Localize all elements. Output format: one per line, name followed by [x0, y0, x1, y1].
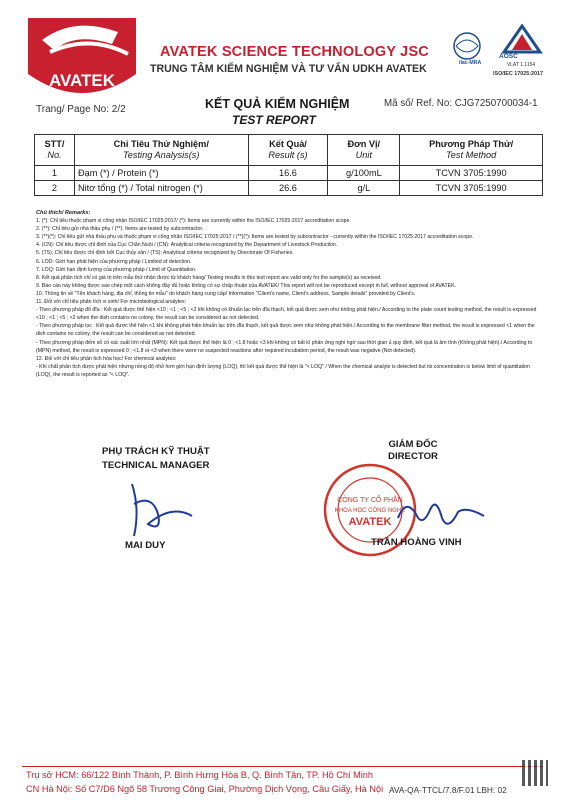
- table-row: [35, 166, 543, 181]
- remark-line: - Theo phương pháp đếm số có xác suất lớn nhất (MPN): Kết quả được thể hiện là 0 ; <1.8 hoặc <3 khi không có bất kì phản ứng nghi ngờ sau thời gian ủ quy định, kết quả là âm tính (Không phát hiện)./ According to (MPN) method, the result is expressed 0 ; <1.8 or <3 when there were no suspected reactions after required incubation period, the result was negative (Not detected).: [36, 339, 533, 354]
- remark-line: 7. LOQ: Giới hạn định lượng của phương pháp / Limit of Quantitation.: [36, 266, 197, 273]
- cell-no: 1: [35, 166, 75, 181]
- report-title-en: TEST REPORT: [232, 113, 316, 127]
- remark-line: 2. (**): Chỉ tiêu gửi nhà thầu phụ / (**): Items are tested by subcontractor.: [36, 226, 204, 233]
- cell-method: TCVN 3705:1990: [400, 166, 543, 181]
- cell-analysis: Đạm (*) / Protein (*): [74, 166, 248, 181]
- remarks-section: [36, 209, 544, 379]
- remark-line: 6. LOD: Giới hạn phát hiện của phương pháp / Limited of detection.: [36, 258, 192, 265]
- director-name: TRẦN HOÀNG VINH: [371, 537, 462, 548]
- header-no: STT/ No.: [35, 135, 75, 166]
- aosc-vlat: VLAT 1.1154: [506, 62, 536, 68]
- remark-line: - Theo phương pháp đổ đĩa : Kết quả được thể hiện <10 ; <1 ; <5 ; <2 khi không có khuẩn lạc trên đĩa thạch, kết quả được xem như không phát hiện./ According to the plate count testing method, the result is expressed <10 ; <1 ; <5 ; <2 when the dish contains no colony, the result can be considered as not detected.: [36, 307, 537, 322]
- reference-number: Mã số/ Ref. No: CJG7250700034-1: [384, 98, 538, 109]
- footer-hanoi-address: CN Hà Nội: Số C7/D6 Ngõ 58 Trương Công Giai, Phường Dịch Vọng, Cầu Giấy, Hà Nội: [26, 784, 384, 794]
- director-title-en: DIRECTOR: [388, 451, 438, 462]
- company-name: AVATEK SCIENCE TECHNOLOGY JSC: [160, 44, 429, 60]
- footer-divider: [22, 766, 542, 767]
- technical-manager-name: MAI DUY: [125, 540, 166, 551]
- director-signature: [392, 488, 492, 538]
- remark-line: 8. Kết quả phân tích chỉ có giá trị trên mẫu thử nhận được từ khách hàng/ Testing results in this test report are valid only for the sample(s) as received.: [36, 274, 382, 281]
- header-result: Kết Quả/ Result (s): [248, 135, 328, 166]
- header-unit: Đơn Vị/ Unit: [328, 135, 400, 166]
- iso-label: ISO/IEC 17025:2017: [493, 71, 544, 77]
- director-title-vn: GIÁM ĐỐC: [388, 439, 438, 450]
- company-subtitle: TRUNG TÂM KIỂM NGHIỆM VÀ TƯ VẤN UDKH AVATEK: [150, 63, 427, 75]
- aosc-mark: [500, 24, 544, 54]
- cell-result: 16.6: [248, 166, 328, 181]
- form-code: AVA-QA-TTCL/7.8/F.01 LBH: 02: [389, 785, 507, 795]
- director-title: [383, 439, 443, 463]
- results-table: [34, 134, 543, 196]
- remark-line: 4. (CN): Chỉ tiêu được chỉ định của Cục Chăn Nuôi / (CN): Analytical criteria recognized by the Department of Livestock Production.: [36, 242, 338, 249]
- stamp-line-3: AVATEK: [348, 516, 392, 528]
- technical-manager-signature: [112, 474, 212, 544]
- cell-analysis: Nitơ tổng (*) / Total nitrogen (*): [74, 181, 248, 196]
- table-row: [35, 181, 543, 196]
- aosc-label: AOSC: [499, 53, 518, 60]
- remarks-title: Chú thích/ Remarks:: [36, 210, 91, 216]
- remark-line: 1. (*): Chỉ tiêu thuộc phạm vi công nhận ISO/IEC 17025:2017/ (*): Items are currently within the ISO/IEC 17025:2017 accreditation scope.: [36, 218, 351, 225]
- remark-line: 12. Đối với chỉ tiêu phân tích hóa học/ For chemical analytes:: [36, 355, 177, 362]
- cell-no: 2: [35, 181, 75, 196]
- ilac-text: ilac-MRA: [459, 60, 482, 66]
- page-number: Trang/ Page No: 2/2: [36, 104, 126, 115]
- header-analysis: Chỉ Tiêu Thử Nghiệm/ Testing Analysis(s): [74, 135, 248, 166]
- tm-title-en: TECHNICAL MANAGER: [102, 460, 210, 471]
- tm-title-vn: PHỤ TRÁCH KỸ THUẬT: [102, 446, 210, 457]
- remark-line: 10. Thông tin về "Tên khách hàng, địa chỉ, thông tin mẫu" do khách hàng cung cấp/ Information "Client's name, Client's address, Sample details" provided by Client's.: [36, 290, 416, 297]
- footer-hcm-address: Trụ sở HCM: 66/122 Bình Thành, P. Bình Hưng Hòa B, Q. Bình Tân, TP. Hồ Chí Minh: [26, 770, 374, 780]
- cell-result: 26.6: [248, 181, 328, 196]
- logo-text: AVATEK: [48, 71, 116, 90]
- remark-line: - Khi chất phân tích được phát hiện nhưng nồng độ nhỏ hơn giới hạn định lượng (LOQ), thì kết quả được thể hiện là "< LOQ" / When the chemical analyte is detected but its concentration is below limit of quantitation (LOQ), the result is reported as "< LOQ".: [36, 363, 530, 378]
- qr-code-icon: [522, 760, 548, 786]
- technical-manager-title: [102, 445, 210, 473]
- cell-method: TCVN 3705:1990: [400, 181, 543, 196]
- stamp-line-2: KHOA HỌC CÔNG NGHỆ: [334, 508, 406, 514]
- report-title-vn: KẾT QUẢ KIỂM NGHIỆM: [205, 97, 350, 111]
- remark-line: 9. Báo cáo này không được sao chép một cách không đầy đủ hoặc không có sự chấp thuận của AVATEK/ This report will not be reproduced except in full, without approval of AVATEK.: [36, 282, 457, 289]
- avatek-logo: [20, 14, 144, 108]
- table-header-row: [35, 135, 543, 166]
- stamp-line-1: CÔNG TY CỔ PHẦN: [337, 497, 403, 504]
- cell-unit: g/100mL: [328, 166, 400, 181]
- remark-line: 5. (TS): Chỉ tiêu được chỉ định bởi Cục thủy sản / (TS): Analytical criteria recognized by Directorate Of Fisheries.: [36, 250, 294, 257]
- remark-line: 3. (**)(*): Chỉ tiêu gửi nhà thầu phụ và thuộc phạm vi công nhận ISO/IEC 17025:2017 / (**)(*): Items are tested by subcontractor - currently within the ISO/IEC 17025:2017 accreditation scope.: [36, 234, 474, 241]
- cell-unit: g/L: [328, 181, 400, 196]
- remark-line: - Theo phương pháp lọc : Kết quả được thể hiện <1 khi không phát hiện khuẩn lạc trên đĩa thạch, kết quả được xem như không phát hiện./ According to the membrane filter method, the result is expressed <1 when the dish contains no colony, the result can be considered as not detected.: [36, 323, 535, 338]
- remark-line: 11. Đối với chỉ tiêu phân tích vi sinh/ For microbiological analytes:: [36, 299, 187, 306]
- header-method: Phương Pháp Thử/ Test Method: [400, 135, 543, 166]
